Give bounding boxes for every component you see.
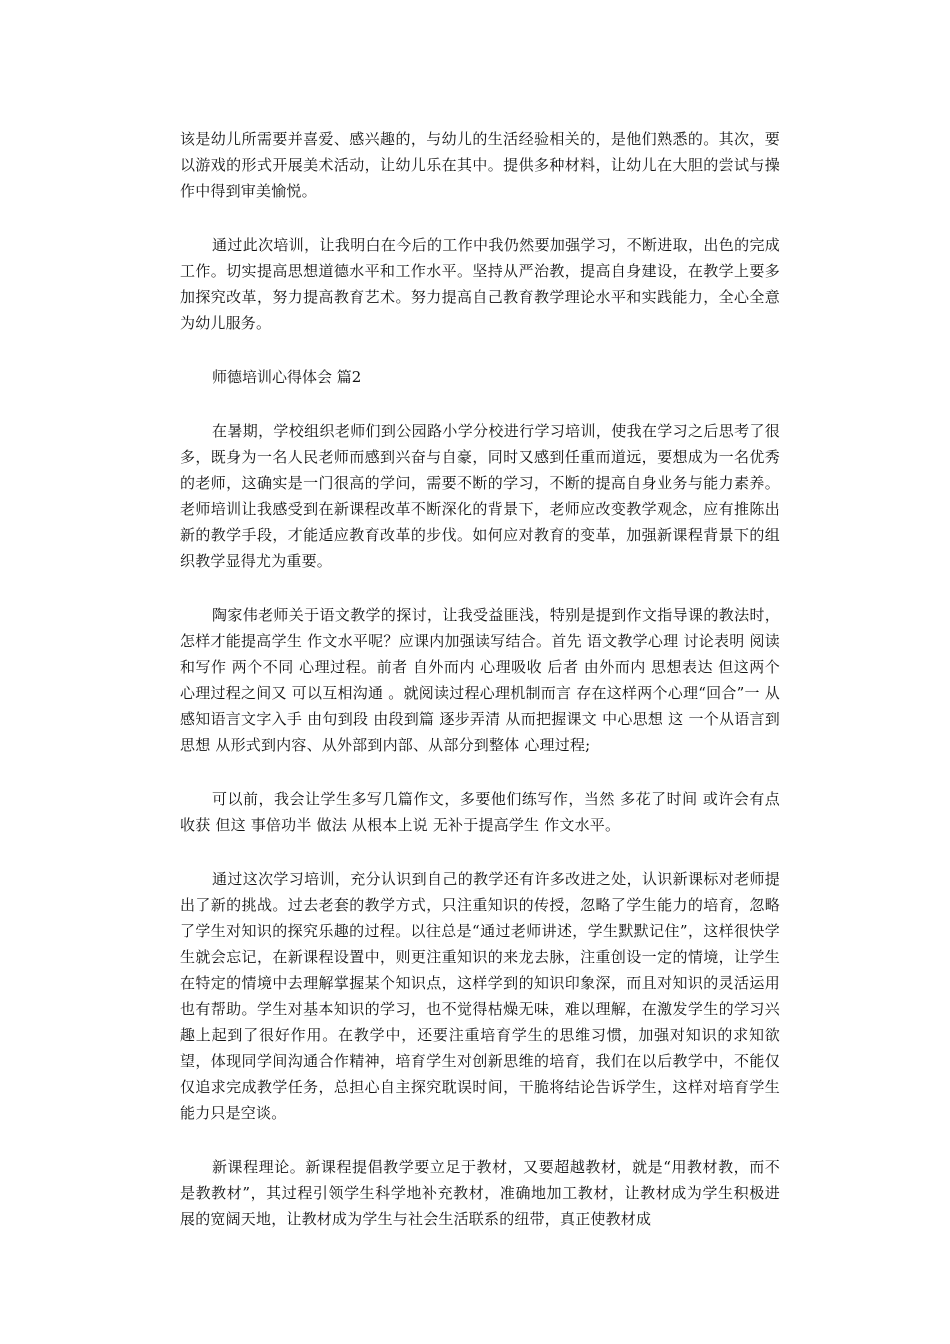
paragraph-new-curriculum: 通过这次学习培训，充分认识到自己的教学还有许多改进之处，认识新课标对老师提出了新的挑战。过去老套的教学方式，只注重知识的传授，忽略了学生能力的培育，忽略了学生对知识的探究乐趣的过程。以往总是“通过老师讲述，学生默默记住”，这样很快学生就会忘记，在新课程设置中，则更注重知识的来龙去脉，注重创设一定的情境，让学生在特定的情境中去理解掌握某个知识点，这样学到的知识印象深，而且对知识的灵活运用也有帮助。学生对基本知识的学习，也不觉得枯燥无味，难以理解，在激发学生的学习兴趣上起到了很好作用。在教学中，还要注重培育学生的思维习惯，加强对知识的求知欲望，体现同学间沟通合作精神，培育学生对创新思维的培育，我们在以后教学中，不能仅仅追求完成教学任务，总担心自主探究耽误时间，干脆将结论告诉学生，这样对培育学生能力只是空谈。 xyxy=(180,870,780,1122)
paragraph-curriculum-theory: 新课程理论。新课程提倡教学要立足于教材，又要超越教材，就是“用教材教，而不是教教材”，其过程引领学生科学地补充教材，准确地加工教材，让教材成为学生积极进展的宽阔天地，让教材成为学生与社会生活联系的纽带，真正使教材成 xyxy=(180,1158,780,1228)
paragraph-chinese-teaching: 陶家伟老师关于语文教学的探讨，让我受益匪浅，特别是提到作文指导课的教法时，怎样才能提高学生 作文水平呢？应课内加强读写结合。首先 语文教学心理 讨论表明 阅读和写作 两个不同 心理过程。前者 自外而内 心理吸收 后者 由外而内 思想表达 但这两个心理过程之间又 可以互相沟通 。就阅读过程心理机制而言 存在这样两个心理“回合”一 从感知语言文字入手 由句到段 由段到篇 逐步弄清 从而把握课文 中心思想 这 一个从语言到思想 从形式到内容、从外部到内部、从部分到整体 心理过程; xyxy=(180,606,780,754)
section-heading: 师德培训心得体会 篇2 xyxy=(212,368,362,386)
paragraph-writing-practice: 可以前，我会让学生多写几篇作文，多要他们练写作，当然 多花了时间 或许会有点收获 但这 事倍功半 做法 从根本上说 无补于提高学生 作文水平。 xyxy=(180,790,780,834)
paragraph-training-reflection: 通过此次培训，让我明白在今后的工作中我仍然要加强学习，不断进取，出色的完成工作。切实提高思想道德水平和工作水平。坚持从严治教，提高自身建设，在教学上要多加探究改革，努力提高教育艺术。努力提高自己教育教学理论水平和实践能力，全心全意为幼儿服务。 xyxy=(180,236,780,332)
document-page xyxy=(180,126,780,1260)
paragraph-continuation: 该是幼儿所需要并喜爱、感兴趣的，与幼儿的生活经验相关的，是他们熟悉的。其次，要以游戏的形式开展美术活动，让幼儿乐在其中。提供多种材料，让幼儿在大胆的尝试与操作中得到审美愉悦。 xyxy=(180,130,780,200)
paragraph-summer-training: 在暑期，学校组织老师们到公园路小学分校进行学习培训，使我在学习之后思考了很多，既身为一名人民老师而感到兴奋与自豪，同时又感到任重而道远，要想成为一名优秀的老师，这确实是一门很高的学问，需要不断的学习，不断的提高自身业务与能力素养。老师培训让我感受到在新课程改革不断深化的背景下，老师应改变教学观念，应有推陈出新的教学手段，才能适应教育改革的步伐。如何应对教育的变革，加强新课程背景下的组织教学显得尤为重要。 xyxy=(180,422,780,570)
